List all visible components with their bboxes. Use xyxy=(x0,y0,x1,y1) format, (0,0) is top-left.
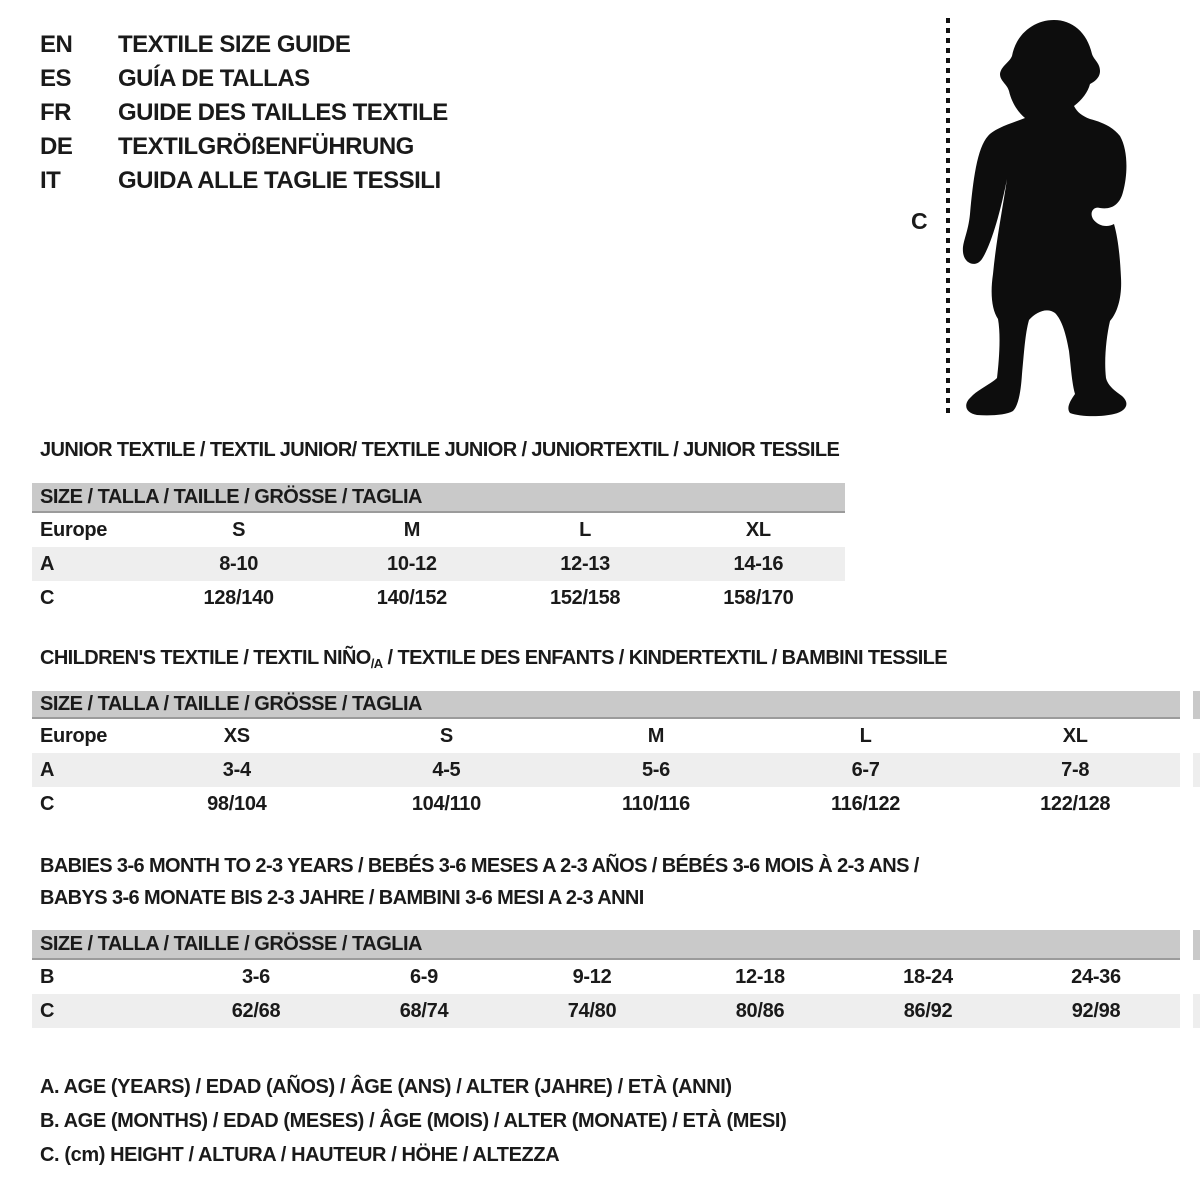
section-title-babies-line2: BABYS 3-6 MONATE BIS 2-3 JAHRE / BAMBINI 3-6 MESI A 2-3 ANNI xyxy=(40,887,644,909)
cropped-band-fragment xyxy=(1193,994,1200,1028)
size-cell: M xyxy=(647,724,665,747)
section-title-junior: JUNIOR TEXTILE / TEXTIL JUNIOR/ TEXTILE JUNIOR / JUNIORTEXTIL / JUNIOR TESSILE xyxy=(40,439,840,461)
size-cell: S xyxy=(439,724,453,747)
children-size-table xyxy=(32,691,1180,821)
height-cell: 122/128 xyxy=(1040,792,1111,815)
age-cell: 12-13 xyxy=(560,552,610,575)
height-cell: 86/92 xyxy=(903,999,953,1022)
table-row-europe xyxy=(32,513,845,547)
language-row xyxy=(40,28,448,62)
row-label: C xyxy=(40,999,55,1022)
height-cell: 140/152 xyxy=(376,586,447,609)
age-cell: 5-6 xyxy=(641,758,670,781)
guide-title-en: TEXTILE SIZE GUIDE xyxy=(118,31,351,58)
row-label: C xyxy=(40,586,55,609)
section-title-babies-line1: BABIES 3-6 MONTH TO 2-3 YEARS / BEBÉS 3-6 MESES A 2-3 AÑOS / BÉBÉS 3-6 MOIS À 2-3 ANS / xyxy=(40,855,919,877)
height-cell: 62/68 xyxy=(231,999,281,1022)
section-title-babies xyxy=(40,850,919,914)
table-row-height xyxy=(32,787,1180,821)
language-code: FR xyxy=(40,99,71,126)
size-cell: M xyxy=(403,518,421,541)
height-cell: 104/110 xyxy=(411,792,481,815)
table-row-age xyxy=(32,547,845,581)
table-row-height xyxy=(32,581,845,615)
language-code: IT xyxy=(40,167,61,194)
height-cell: 74/80 xyxy=(567,999,617,1022)
age-cell: 6-9 xyxy=(409,965,438,988)
height-cell: 158/170 xyxy=(723,586,794,609)
size-cell: XS xyxy=(223,724,250,747)
section-title-children xyxy=(40,642,947,680)
row-label: Europe xyxy=(40,518,108,541)
babies-size-table xyxy=(32,930,1180,1028)
legend-line-b: B. AGE (MONTHS) / EDAD (MESES) / ÂGE (MOIS) / ALTER (MONATE) / ETÀ (MESI) xyxy=(40,1109,787,1132)
row-label: A xyxy=(40,552,55,575)
table-row-age xyxy=(32,753,1180,787)
height-cell: 152/158 xyxy=(550,586,621,609)
language-code: EN xyxy=(40,31,73,58)
row-label: C xyxy=(40,792,55,815)
junior-size-table xyxy=(32,483,845,615)
height-cell: 98/104 xyxy=(207,792,267,815)
size-header-bar: SIZE / TALLA / TAILLE / GRÖSSE / TAGLIA xyxy=(32,691,1180,719)
section-title-children-post: / TEXTILE DES ENFANTS / KINDERTEXTIL / BAMBINI TESSILE xyxy=(382,647,948,669)
age-cell: 10-12 xyxy=(387,552,437,575)
language-row xyxy=(40,62,448,96)
age-cell: 9-12 xyxy=(572,965,612,988)
age-cell: 14-16 xyxy=(733,552,784,575)
height-cell: 68/74 xyxy=(399,999,449,1022)
height-measure-dashed-line xyxy=(946,18,950,416)
row-label: A xyxy=(40,758,55,781)
row-label: Europe xyxy=(40,724,108,747)
age-cell: 7-8 xyxy=(1061,758,1090,781)
language-row xyxy=(40,130,448,164)
size-cell: S xyxy=(232,518,246,541)
language-row xyxy=(40,164,448,198)
section-title-children-pre: CHILDREN'S TEXTILE / TEXTIL NIÑO xyxy=(40,647,371,669)
cropped-band-fragment xyxy=(1193,691,1200,719)
age-cell: 24-36 xyxy=(1071,965,1121,988)
language-code: ES xyxy=(40,65,72,92)
age-cell: 8-10 xyxy=(219,552,259,575)
cropped-band-fragment xyxy=(1193,753,1200,787)
language-title-list xyxy=(40,28,448,198)
age-cell: 18-24 xyxy=(903,965,953,988)
height-measure-label: C xyxy=(911,208,928,234)
guide-title-de: TEXTILGRÖßENFÜHRUNG xyxy=(118,133,414,160)
age-cell: 12-18 xyxy=(735,965,785,988)
language-row xyxy=(40,96,448,130)
table-row-age-months xyxy=(32,960,1180,994)
legend-line-a: A. AGE (YEARS) / EDAD (AÑOS) / ÂGE (ANS) / ALTER (JAHRE) / ETÀ (ANNI) xyxy=(40,1075,732,1098)
guide-title-fr: GUIDE DES TAILLES TEXTILE xyxy=(118,99,448,126)
size-cell: L xyxy=(859,724,872,747)
cropped-band-fragment xyxy=(1193,930,1200,960)
table-row-height xyxy=(32,994,1180,1028)
table-row-europe xyxy=(32,719,1180,753)
measure-legend xyxy=(40,1070,786,1172)
size-header-bar: SIZE / TALLA / TAILLE / GRÖSSE / TAGLIA xyxy=(32,483,845,513)
size-cell: XL xyxy=(745,518,771,541)
height-cell: 110/116 xyxy=(621,792,690,815)
age-cell: 3-4 xyxy=(222,758,251,781)
toddler-silhouette-icon xyxy=(962,16,1140,420)
age-cell: 3-6 xyxy=(241,965,270,988)
language-code: DE xyxy=(40,133,73,160)
guide-title-es: GUÍA DE TALLAS xyxy=(118,65,310,92)
row-label: B xyxy=(40,965,55,988)
height-cell: 92/98 xyxy=(1071,999,1121,1022)
height-cell: 80/86 xyxy=(735,999,785,1022)
section-title-children-sub: /A xyxy=(370,656,383,671)
size-header-bar: SIZE / TALLA / TAILLE / GRÖSSE / TAGLIA xyxy=(32,930,1180,960)
size-cell: XL xyxy=(1062,724,1088,747)
age-cell: 4-5 xyxy=(432,758,461,781)
size-cell: L xyxy=(579,518,592,541)
height-cell: 128/140 xyxy=(203,586,274,609)
legend-line-c: C. (cm) HEIGHT / ALTURA / HAUTEUR / HÖHE / ALTEZZA xyxy=(40,1143,560,1166)
height-cell: 116/122 xyxy=(831,792,901,815)
guide-title-it: GUIDA ALLE TAGLIE TESSILI xyxy=(118,167,441,194)
age-cell: 6-7 xyxy=(851,758,880,781)
